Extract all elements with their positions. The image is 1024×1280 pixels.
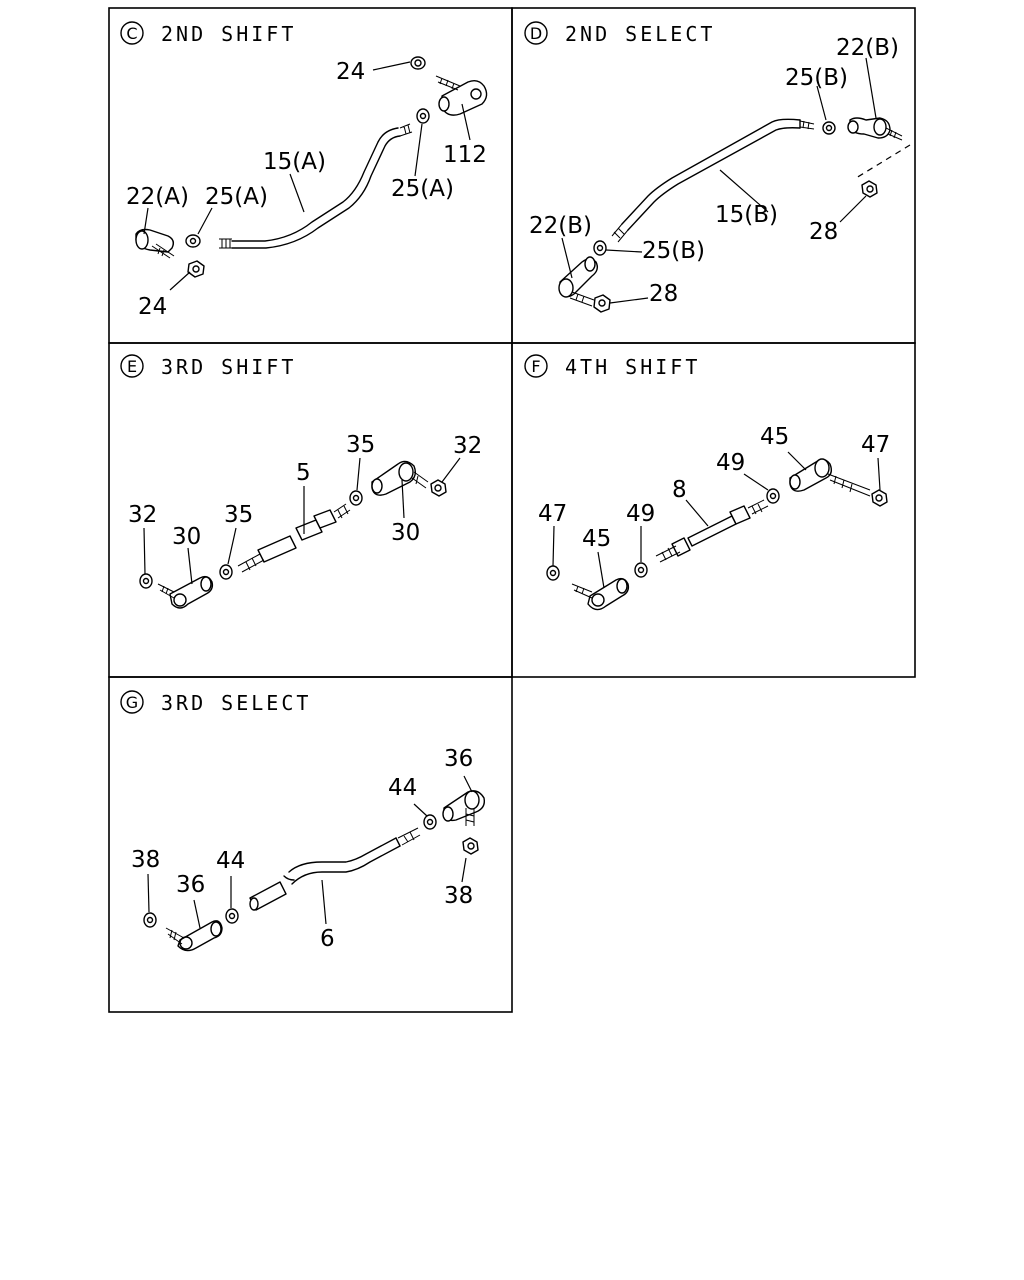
label-30-right: 30 [391, 520, 421, 546]
label-30-left: 30 [172, 524, 202, 550]
panel-f-4th-shift [512, 343, 915, 677]
nut-44-top [424, 815, 436, 829]
label-35-top: 35 [346, 432, 376, 458]
label-112: 112 [443, 142, 487, 168]
nut-44-left [226, 909, 238, 923]
nut-25a-left [186, 235, 200, 247]
label-47-right: 47 [861, 432, 891, 458]
nut-24-top [411, 57, 425, 69]
label-24-bottom: 24 [138, 294, 168, 320]
label-35-left: 35 [224, 502, 254, 528]
label-6: 6 [320, 926, 335, 952]
label-22a: 22(A) [126, 184, 189, 210]
label-28-bottom: 28 [649, 281, 679, 307]
label-38-right: 38 [444, 883, 474, 909]
nut-38-right [463, 838, 478, 854]
panel-c-2nd-shift [109, 8, 512, 343]
panel-g-frame [109, 677, 512, 1012]
label-15a: 15(A) [263, 149, 326, 175]
panel-f-frame [512, 343, 915, 677]
panel-d-title: 2ND SELECT [565, 22, 716, 46]
panel-d-2nd-select [512, 8, 915, 343]
panel-f-letter: F [531, 357, 541, 376]
rod-6 [289, 838, 396, 872]
label-25a-right: 25(A) [391, 176, 454, 202]
nut-49-left [635, 563, 647, 577]
nut-32-left [140, 574, 152, 588]
label-8: 8 [672, 477, 687, 503]
panel-d-letter: D [529, 24, 543, 43]
label-49-top: 49 [716, 450, 746, 476]
label-44-left: 44 [216, 848, 246, 874]
nut-32-right [431, 480, 446, 496]
panel-g-3rd-select [109, 677, 512, 1012]
label-36-top: 36 [444, 746, 474, 772]
panel-e-letter: E [126, 357, 138, 376]
label-24-top: 24 [336, 59, 366, 85]
nut-47-left [547, 566, 559, 580]
label-32-right: 32 [453, 433, 483, 459]
label-28-right: 28 [809, 219, 839, 245]
nut-35-top [350, 491, 362, 505]
label-25a-left: 25(A) [205, 184, 268, 210]
label-15b: 15(B) [715, 202, 778, 228]
label-49-left: 49 [626, 501, 656, 527]
panel-e-title: 3RD SHIFT [161, 355, 297, 379]
turnbuckle-5 [258, 536, 296, 562]
nut-38-left [144, 913, 156, 927]
panel-g-title: 3RD SELECT [161, 691, 312, 715]
nut-28-right [862, 181, 877, 197]
label-44-top: 44 [388, 775, 418, 801]
label-32-left: 32 [128, 502, 158, 528]
label-25b-left: 25(B) [642, 238, 705, 264]
label-45-left: 45 [582, 526, 612, 552]
nut-35-left [220, 565, 232, 579]
nut-49-top [767, 489, 779, 503]
label-47-left: 47 [538, 501, 568, 527]
panel-c-letter: C [126, 24, 138, 43]
label-38-left: 38 [131, 847, 161, 873]
label-45-top: 45 [760, 424, 790, 450]
panel-f-title: 4TH SHIFT [565, 355, 701, 379]
nut-25b-left [594, 241, 606, 255]
panel-e-frame [109, 343, 512, 677]
label-22b-left: 22(B) [529, 213, 592, 239]
nut-25b-top [823, 122, 835, 134]
label-36-left: 36 [176, 872, 206, 898]
label-25b-top: 25(B) [785, 65, 848, 91]
nut-24-bottom [188, 261, 204, 277]
nut-47-right [872, 490, 887, 506]
nut-25a-right [417, 109, 429, 123]
label-22b-top: 22(B) [836, 35, 899, 61]
panel-e-3rd-shift [109, 343, 512, 677]
label-5: 5 [296, 460, 311, 486]
nut-28-bottom [594, 295, 610, 312]
panel-c-title: 2ND SHIFT [161, 22, 297, 46]
panel-g-letter: G [125, 693, 139, 712]
